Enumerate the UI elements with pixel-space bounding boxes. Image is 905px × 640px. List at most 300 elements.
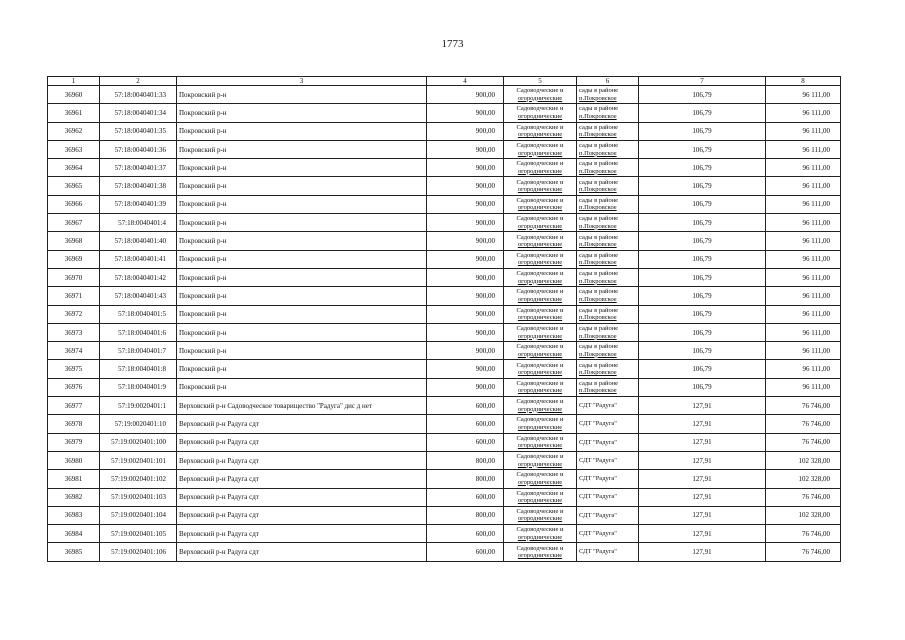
- cadastral-number-cell: 57:19:0020401:106: [100, 543, 177, 561]
- location-line-2: п.Покровское: [579, 387, 617, 395]
- land-use-cell: [504, 543, 577, 561]
- area-cell: 900,00: [427, 287, 504, 305]
- land-use-line-2: огороднические: [517, 369, 563, 377]
- land-use-line-2: огороднические: [517, 277, 563, 285]
- cadastral-value-cell: 76 746,00: [766, 525, 841, 543]
- location-line-1: сады в районе: [579, 87, 619, 95]
- location-line-1: СДТ "Радуга": [579, 530, 617, 538]
- table-row: [48, 122, 841, 140]
- cadastral-number-cell: 57:19:0020401:104: [100, 506, 177, 524]
- table-row: [48, 543, 841, 561]
- cadastral-value-cell: 96 111,00: [766, 342, 841, 360]
- land-use-line-1: Садоводческие и: [516, 215, 564, 223]
- cadastral-number-cell: 57:18:0040401:9: [100, 378, 177, 396]
- land-use-line-2: огороднические: [517, 387, 563, 395]
- row-number-cell: 36983: [48, 506, 100, 524]
- cadastral-number-cell: 57:18:0040401:34: [100, 104, 177, 122]
- rate-cell: 106,79: [639, 159, 766, 177]
- row-number-cell: 36978: [48, 415, 100, 433]
- cadastral-value-cell: 96 111,00: [766, 159, 841, 177]
- rate-cell: 127,91: [639, 470, 766, 488]
- area-cell: 900,00: [427, 177, 504, 195]
- location-line-1: сады в районе: [579, 325, 619, 332]
- cadastral-number-cell: 57:18:0040401:43: [100, 287, 177, 305]
- land-use-cell: [504, 525, 577, 543]
- rate-cell: 106,79: [639, 287, 766, 305]
- location-line-2: п.Покровское: [579, 332, 617, 340]
- land-use-cell: [504, 177, 577, 195]
- area-cell: 900,00: [427, 360, 504, 378]
- location-line-2: п.Покровское: [579, 350, 617, 358]
- cadastral-number-cell: 57:18:0040401:5: [100, 305, 177, 323]
- row-number-cell: 36972: [48, 305, 100, 323]
- registry-table: [47, 76, 841, 562]
- row-number-cell: 36982: [48, 488, 100, 506]
- cadastral-value-cell: 96 111,00: [766, 214, 841, 232]
- land-use-line-2: огороднические: [517, 497, 563, 505]
- location-cell: [577, 305, 639, 323]
- table-row: [48, 415, 841, 433]
- area-cell: 900,00: [427, 104, 504, 122]
- land-use-line-2: огороднические: [517, 131, 563, 139]
- area-cell: 600,00: [427, 397, 504, 415]
- area-cell: 600,00: [427, 488, 504, 506]
- address-cell: Покровский р-н: [177, 287, 427, 305]
- location-line-2: п.Покровское: [579, 149, 617, 157]
- land-use-line-1: Садоводческие и: [516, 434, 564, 442]
- table-body: [48, 86, 841, 562]
- location-cell: [577, 122, 639, 140]
- location-line-2: п.Покровское: [579, 277, 617, 285]
- land-use-cell: [504, 140, 577, 158]
- table-row: [48, 470, 841, 488]
- table-row: [48, 360, 841, 378]
- land-use-line-2: огороднические: [517, 149, 563, 157]
- land-use-line-1: Садоводческие и: [516, 398, 564, 406]
- cadastral-number-cell: 57:19:0020401:103: [100, 488, 177, 506]
- row-number-cell: 36962: [48, 122, 100, 140]
- land-use-cell: [504, 433, 577, 451]
- land-use-cell: [504, 287, 577, 305]
- row-number-cell: 36974: [48, 342, 100, 360]
- rate-cell: 106,79: [639, 104, 766, 122]
- area-cell: 600,00: [427, 525, 504, 543]
- location-line-2: п.Покровское: [579, 131, 617, 139]
- row-number-cell: 36969: [48, 250, 100, 268]
- cadastral-value-cell: 96 111,00: [766, 232, 841, 250]
- area-cell: 900,00: [427, 140, 504, 158]
- rate-cell: 127,91: [639, 506, 766, 524]
- land-use-cell: [504, 250, 577, 268]
- land-use-line-1: Садоводческие и: [516, 196, 564, 204]
- table-row: [48, 140, 841, 158]
- rate-cell: 106,79: [639, 140, 766, 158]
- location-cell: [577, 250, 639, 268]
- row-number-cell: 36981: [48, 470, 100, 488]
- row-number-cell: 36971: [48, 287, 100, 305]
- location-cell: [577, 86, 639, 104]
- location-line-1: СДТ "Радуга": [579, 475, 617, 483]
- location-line-1: сады в районе: [579, 361, 619, 369]
- row-number-cell: 36966: [48, 195, 100, 213]
- land-use-line-1: Садоводческие и: [516, 233, 564, 241]
- location-line-2: п.Покровское: [579, 314, 617, 322]
- cadastral-value-cell: 102 328,00: [766, 506, 841, 524]
- address-cell: Верховский р-н Радуга сдт: [177, 433, 427, 451]
- land-use-line-1: Садоводческие и: [516, 379, 564, 387]
- table-row: [48, 159, 841, 177]
- location-line-1: СДТ "Радуга": [579, 511, 617, 519]
- table-header: [48, 77, 841, 86]
- land-use-line-1: Садоводческие и: [516, 251, 564, 259]
- address-cell: Покровский р-н: [177, 378, 427, 396]
- location-line-2: п.Покровское: [579, 94, 617, 102]
- table-row: [48, 506, 841, 524]
- location-line-1: сады в районе: [579, 178, 619, 186]
- table-row: [48, 397, 841, 415]
- rate-cell: 106,79: [639, 342, 766, 360]
- cadastral-number-cell: 57:19:0020401:10: [100, 415, 177, 433]
- location-cell: [577, 397, 639, 415]
- header-cell: 3: [177, 77, 427, 86]
- location-cell: [577, 268, 639, 286]
- cadastral-value-cell: 76 746,00: [766, 543, 841, 561]
- cadastral-number-cell: 57:18:0040401:8: [100, 360, 177, 378]
- row-number-cell: 36960: [48, 86, 100, 104]
- rate-cell: 106,79: [639, 86, 766, 104]
- address-cell: Верховский р-н Радуга сдт: [177, 543, 427, 561]
- header-cell: 5: [504, 77, 577, 86]
- land-use-line-1: Садоводческие и: [516, 105, 564, 113]
- cadastral-value-cell: 76 746,00: [766, 488, 841, 506]
- cadastral-number-cell: 57:19:0020401:100: [100, 433, 177, 451]
- land-use-line-2: огороднические: [517, 442, 563, 450]
- row-number-cell: 36984: [48, 525, 100, 543]
- location-line-1: сады в районе: [579, 142, 619, 150]
- cadastral-value-cell: 102 328,00: [766, 451, 841, 469]
- cadastral-value-cell: 76 746,00: [766, 397, 841, 415]
- area-cell: 600,00: [427, 433, 504, 451]
- land-use-line-1: Садоводческие и: [516, 160, 564, 168]
- header-cell: 7: [639, 77, 766, 86]
- land-use-cell: [504, 214, 577, 232]
- cadastral-number-cell: 57:18:0040401:41: [100, 250, 177, 268]
- cadastral-number-cell: 57:19:0020401:1: [100, 397, 177, 415]
- location-cell: [577, 287, 639, 305]
- page-number: 1773: [441, 38, 464, 50]
- area-cell: 900,00: [427, 323, 504, 341]
- location-line-2: п.Покровское: [579, 259, 617, 267]
- land-use-cell: [504, 86, 577, 104]
- location-line-2: п.Покровское: [579, 112, 617, 120]
- address-cell: Покровский р-н: [177, 250, 427, 268]
- table-row: [48, 342, 841, 360]
- location-line-1: сады в районе: [579, 288, 619, 296]
- location-line-1: СДТ "Радуга": [579, 456, 617, 464]
- location-line-1: сады в районе: [579, 196, 619, 204]
- rate-cell: 106,79: [639, 360, 766, 378]
- header-row: [48, 77, 841, 86]
- location-line-1: сады в районе: [579, 105, 619, 113]
- address-cell: Покровский р-н: [177, 177, 427, 195]
- table-row: [48, 86, 841, 104]
- cadastral-value-cell: 96 111,00: [766, 86, 841, 104]
- table-row: [48, 268, 841, 286]
- location-line-2: п.Покровское: [579, 295, 617, 303]
- land-use-cell: [504, 195, 577, 213]
- cadastral-number-cell: 57:18:0040401:7: [100, 342, 177, 360]
- location-cell: [577, 415, 639, 433]
- land-use-cell: [504, 268, 577, 286]
- location-line-1: СДТ "Радуга": [579, 548, 617, 556]
- land-use-line-2: огороднические: [517, 167, 563, 175]
- rate-cell: 106,79: [639, 177, 766, 195]
- row-number-cell: 36967: [48, 214, 100, 232]
- rate-cell: 106,79: [639, 122, 766, 140]
- table-row: [48, 433, 841, 451]
- location-cell: [577, 543, 639, 561]
- land-use-line-2: огороднические: [517, 332, 563, 340]
- row-number-cell: 36965: [48, 177, 100, 195]
- cadastral-value-cell: 96 111,00: [766, 140, 841, 158]
- header-cell: 8: [766, 77, 841, 86]
- address-cell: Покровский р-н: [177, 214, 427, 232]
- area-cell: 900,00: [427, 122, 504, 140]
- location-line-1: сады в районе: [579, 306, 619, 314]
- location-cell: [577, 506, 639, 524]
- address-cell: Покровский р-н: [177, 140, 427, 158]
- table-row: [48, 104, 841, 122]
- cadastral-number-cell: 57:18:0040401:40: [100, 232, 177, 250]
- table-row: [48, 232, 841, 250]
- location-cell: [577, 433, 639, 451]
- location-line-1: СДТ "Радуга": [579, 401, 617, 409]
- location-cell: [577, 104, 639, 122]
- land-use-line-1: Садоводческие и: [516, 471, 564, 479]
- land-use-line-2: огороднические: [517, 241, 563, 249]
- location-line-1: сады в районе: [579, 270, 619, 278]
- rate-cell: 127,91: [639, 525, 766, 543]
- location-cell: [577, 214, 639, 232]
- land-use-line-2: огороднические: [517, 350, 563, 358]
- rate-cell: 127,91: [639, 415, 766, 433]
- row-number-cell: 36977: [48, 397, 100, 415]
- location-line-2: п.Покровское: [579, 186, 617, 194]
- area-cell: 900,00: [427, 250, 504, 268]
- row-number-cell: 36985: [48, 543, 100, 561]
- location-line-1: сады в районе: [579, 343, 619, 351]
- land-use-line-1: Садоводческие и: [516, 306, 564, 314]
- rate-cell: 106,79: [639, 268, 766, 286]
- address-cell: Покровский р-н: [177, 122, 427, 140]
- land-use-cell: [504, 470, 577, 488]
- cadastral-number-cell: 57:19:0020401:102: [100, 470, 177, 488]
- location-line-2: п.Покровское: [579, 241, 617, 249]
- rate-cell: 106,79: [639, 250, 766, 268]
- row-number-cell: 36979: [48, 433, 100, 451]
- rate-cell: 106,79: [639, 214, 766, 232]
- land-use-line-1: Садоводческие и: [516, 270, 564, 278]
- land-use-cell: [504, 122, 577, 140]
- rate-cell: 106,79: [639, 323, 766, 341]
- land-use-cell: [504, 305, 577, 323]
- address-cell: Верховский р-н Радуга сдт: [177, 415, 427, 433]
- cadastral-number-cell: 57:18:0040401:39: [100, 195, 177, 213]
- cadastral-number-cell: 57:18:0040401:35: [100, 122, 177, 140]
- address-cell: Покровский р-н: [177, 232, 427, 250]
- row-number-cell: 36970: [48, 268, 100, 286]
- cadastral-value-cell: 96 111,00: [766, 195, 841, 213]
- location-line-2: п.Покровское: [579, 167, 617, 175]
- location-line-1: сады в районе: [579, 233, 619, 241]
- location-line-1: СДТ "Радуга": [579, 438, 617, 446]
- land-use-line-1: Садоводческие и: [516, 142, 564, 150]
- table-row: [48, 177, 841, 195]
- rate-cell: 127,91: [639, 451, 766, 469]
- cadastral-value-cell: 96 111,00: [766, 323, 841, 341]
- table-row: [48, 323, 841, 341]
- cadastral-value-cell: 96 111,00: [766, 250, 841, 268]
- row-number-cell: 36968: [48, 232, 100, 250]
- area-cell: 600,00: [427, 543, 504, 561]
- land-use-line-2: огороднические: [517, 186, 563, 194]
- address-cell: Верховский р-н Радуга сдт: [177, 451, 427, 469]
- rate-cell: 127,91: [639, 488, 766, 506]
- address-cell: Верховский р-н Радуга сдт: [177, 525, 427, 543]
- cadastral-value-cell: 76 746,00: [766, 415, 841, 433]
- address-cell: Покровский р-н: [177, 159, 427, 177]
- address-cell: Покровский р-н: [177, 195, 427, 213]
- cadastral-value-cell: 96 111,00: [766, 268, 841, 286]
- location-line-1: сады в районе: [579, 251, 619, 259]
- land-use-line-1: Садоводческие и: [516, 343, 564, 351]
- land-use-line-2: огороднические: [517, 423, 563, 431]
- location-cell: [577, 525, 639, 543]
- location-cell: [577, 232, 639, 250]
- location-cell: [577, 177, 639, 195]
- area-cell: 900,00: [427, 232, 504, 250]
- cadastral-number-cell: 57:18:0040401:33: [100, 86, 177, 104]
- land-use-line-1: Садоводческие и: [516, 489, 564, 497]
- location-cell: [577, 378, 639, 396]
- land-use-line-1: Садоводческие и: [516, 361, 564, 369]
- land-use-line-2: огороднические: [517, 314, 563, 322]
- address-cell: Верховский р-н Садоводческое товарищество "Радуга" дис д нет: [177, 397, 427, 415]
- cadastral-number-cell: 57:18:0040401:36: [100, 140, 177, 158]
- cadastral-number-cell: 57:18:0040401:6: [100, 323, 177, 341]
- header-cell: 2: [100, 77, 177, 86]
- area-cell: 900,00: [427, 305, 504, 323]
- address-cell: Верховский р-н Радуга сдт: [177, 470, 427, 488]
- land-use-cell: [504, 159, 577, 177]
- land-use-line-1: Садоводческие и: [516, 87, 564, 95]
- cadastral-number-cell: 57:18:0040401:37: [100, 159, 177, 177]
- area-cell: 900,00: [427, 195, 504, 213]
- location-line-2: п.Покровское: [579, 222, 617, 230]
- area-cell: 600,00: [427, 415, 504, 433]
- table-row: [48, 305, 841, 323]
- row-number-cell: 36975: [48, 360, 100, 378]
- land-use-cell: [504, 378, 577, 396]
- land-use-cell: [504, 397, 577, 415]
- cadastral-number-cell: 57:19:0020401:105: [100, 525, 177, 543]
- header-cell: 6: [577, 77, 639, 86]
- location-line-1: сады в районе: [579, 215, 619, 223]
- cadastral-value-cell: 96 111,00: [766, 305, 841, 323]
- land-use-cell: [504, 342, 577, 360]
- area-cell: 900,00: [427, 159, 504, 177]
- rate-cell: 106,79: [639, 305, 766, 323]
- land-use-line-2: огороднические: [517, 222, 563, 230]
- rate-cell: 106,79: [639, 378, 766, 396]
- land-use-cell: [504, 415, 577, 433]
- header-cell: 4: [427, 77, 504, 86]
- area-cell: 800,00: [427, 470, 504, 488]
- location-cell: [577, 159, 639, 177]
- land-use-line-2: огороднические: [517, 478, 563, 486]
- land-use-cell: [504, 506, 577, 524]
- area-cell: 900,00: [427, 214, 504, 232]
- location-cell: [577, 195, 639, 213]
- table-row: [48, 378, 841, 396]
- area-cell: 900,00: [427, 342, 504, 360]
- location-line-1: сады в районе: [579, 160, 619, 168]
- land-use-line-2: огороднические: [517, 533, 563, 541]
- land-use-line-2: огороднические: [517, 295, 563, 303]
- land-use-line-2: огороднические: [517, 204, 563, 212]
- table-row: [48, 250, 841, 268]
- location-line-2: п.Покровское: [579, 369, 617, 377]
- cadastral-number-cell: 57:18:0040401:38: [100, 177, 177, 195]
- area-cell: 800,00: [427, 451, 504, 469]
- rate-cell: 106,79: [639, 232, 766, 250]
- location-cell: [577, 342, 639, 360]
- cadastral-value-cell: 102 328,00: [766, 470, 841, 488]
- table-row: [48, 451, 841, 469]
- row-number-cell: 36961: [48, 104, 100, 122]
- land-use-line-1: Садоводческие и: [516, 544, 564, 552]
- table-row: [48, 195, 841, 213]
- location-cell: [577, 488, 639, 506]
- rate-cell: 127,91: [639, 397, 766, 415]
- land-use-cell: [504, 104, 577, 122]
- land-use-line-2: огороднические: [517, 112, 563, 120]
- land-use-line-2: огороднические: [517, 259, 563, 267]
- land-use-line-2: огороднические: [517, 552, 563, 560]
- address-cell: Покровский р-н: [177, 305, 427, 323]
- rate-cell: 106,79: [639, 195, 766, 213]
- table-row: [48, 287, 841, 305]
- land-use-cell: [504, 360, 577, 378]
- land-use-line-1: Садоводческие и: [516, 453, 564, 461]
- table-row: [48, 525, 841, 543]
- row-number-cell: 36964: [48, 159, 100, 177]
- address-cell: Покровский р-н: [177, 323, 427, 341]
- cadastral-value-cell: 76 746,00: [766, 433, 841, 451]
- address-cell: Покровский р-н: [177, 268, 427, 286]
- location-cell: [577, 360, 639, 378]
- rate-cell: 127,91: [639, 433, 766, 451]
- rate-cell: 127,91: [639, 543, 766, 561]
- table-row: [48, 214, 841, 232]
- land-use-cell: [504, 232, 577, 250]
- land-use-line-1: Садоводческие и: [516, 288, 564, 296]
- cadastral-value-cell: 96 111,00: [766, 122, 841, 140]
- land-use-line-1: Садоводческие и: [516, 416, 564, 424]
- row-number-cell: 36980: [48, 451, 100, 469]
- land-use-cell: [504, 488, 577, 506]
- cadastral-value-cell: 96 111,00: [766, 287, 841, 305]
